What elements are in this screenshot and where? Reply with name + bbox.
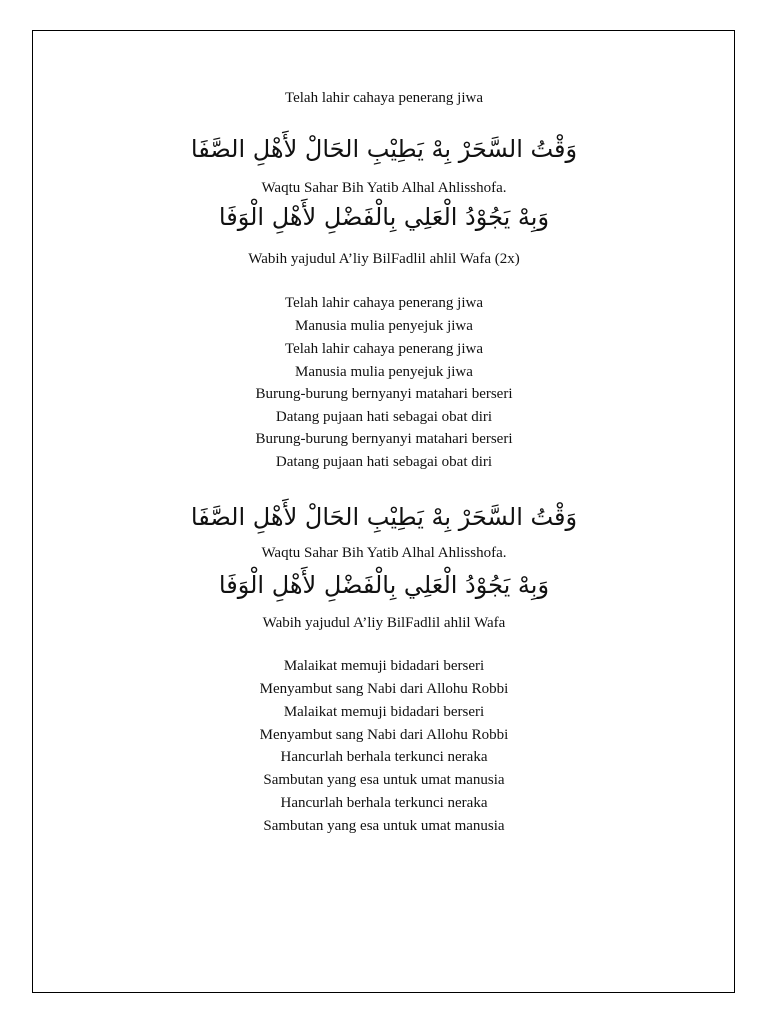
transliteration-line-1: Waqtu Sahar Bih Yatib Alhal Ahlisshofa. (261, 180, 507, 196)
verse-2-line: Sambutan yang esa untuk umat manusia (263, 818, 505, 834)
verse-1-line: Burung-burung bernyanyi matahari berseri (255, 386, 513, 402)
arabic-line-2: وَبِهْ يَجُوْدُ الْعَلِي بِالْفَضْلِ لأَهْلِ الْوَفَا (218, 203, 550, 231)
verse-1-line: Telah lahir cahaya penerang jiwa (284, 341, 483, 357)
verse-2-line: Hancurlah berhala terkunci neraka (280, 795, 488, 811)
verse-1-line: Burung-burung bernyanyi matahari berseri (255, 431, 513, 447)
verse-2-line: Sambutan yang esa untuk umat manusia (263, 772, 505, 788)
verse-2-line: Hancurlah berhala terkunci neraka (280, 749, 488, 765)
verse-1-line: Datang pujaan hati sebagai obat diri (275, 454, 493, 470)
transliteration-line-2: Wabih yajudul A’liy BilFadlil ahlil Wafa (262, 615, 506, 631)
transliteration-line-1-repeat: Waqtu Sahar Bih Yatib Alhal Ahlisshofa. (261, 545, 507, 561)
verse-2-line: Malaikat memuji bidadari berseri (283, 658, 485, 674)
intro-line: Telah lahir cahaya penerang jiwa (284, 90, 483, 106)
verse-1-line: Telah lahir cahaya penerang jiwa (284, 295, 483, 311)
verse-2-line: Menyambut sang Nabi dari Allohu Robbi (259, 681, 509, 697)
transliteration-line-2-repeat: Wabih yajudul A’liy BilFadlil ahlil Wafa (2x) (248, 251, 520, 267)
arabic-line-1: وَقْتُ السَّحَرْ بِهْ يَطِيْبِ الحَالْ لأَهْلِ الصَّفَا (190, 135, 578, 163)
verse-1-line: Manusia mulia penyejuk jiwa (295, 364, 473, 380)
verse-1-line: Manusia mulia penyejuk jiwa (295, 318, 473, 334)
verse-1-line: Datang pujaan hati sebagai obat diri (275, 409, 493, 425)
verse-2-line: Menyambut sang Nabi dari Allohu Robbi (259, 727, 509, 743)
arabic-line-2-repeat: وَبِهْ يَجُوْدُ الْعَلِي بِالْفَضْلِ لأَهْلِ الْوَفَا (218, 571, 550, 599)
verse-2-line: Malaikat memuji bidadari berseri (283, 704, 485, 720)
arabic-line-1-repeat: وَقْتُ السَّحَرْ بِهْ يَطِيْبِ الحَالْ لأَهْلِ الصَّفَا (190, 503, 578, 531)
